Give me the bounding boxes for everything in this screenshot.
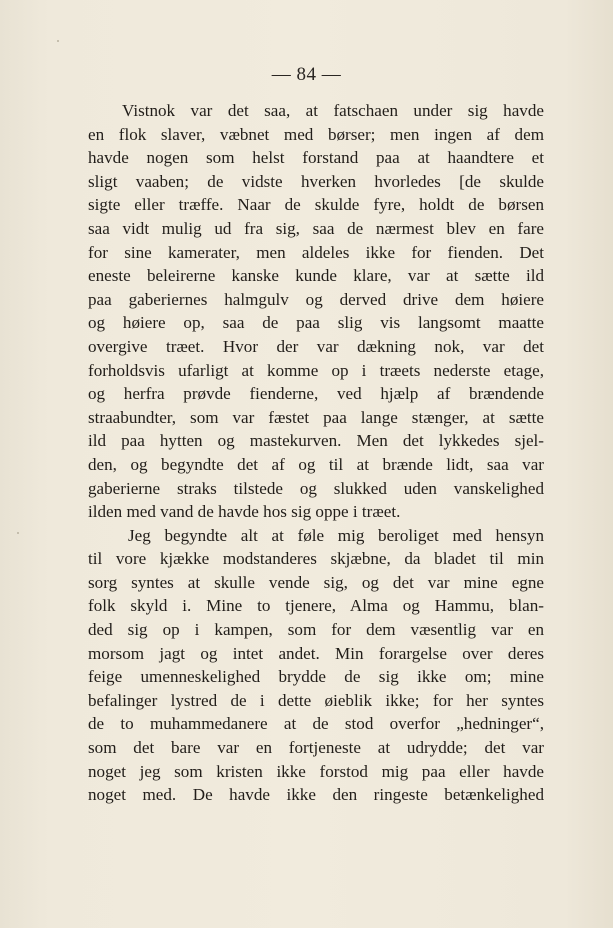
text-line: havde nogen som helst forstand paa at haandtere et xyxy=(88,148,544,168)
text-line: til vore kjække modstanderes skjæbne, da bladet til min xyxy=(88,549,544,569)
text-line: ded sig op i kampen, som for dem væsentlig var en xyxy=(88,620,544,640)
text-line: forholdsvis ufarligt at komme op i træets nederste etage, xyxy=(88,360,544,380)
text-line: eneste beleirerne kanske kunde klare, var at sætte ild xyxy=(88,266,544,286)
text-line: morsom jagt og intet andet. Min forargelse over deres xyxy=(88,643,544,663)
paper-speck xyxy=(57,40,59,42)
paper-speck xyxy=(17,532,19,534)
page-number: — 84 — xyxy=(271,64,342,85)
text-line: de to muhammedanere at de stod overfor „hedninger“, xyxy=(88,714,544,734)
body-text xyxy=(88,99,544,807)
text-line: Vistnok var det saa, at fatschaen under sig havde xyxy=(122,101,544,120)
text-line: som det bare var en fortjeneste at udrydde; det var xyxy=(88,738,544,758)
text-line: og herfra prøvde fienderne, ved hjælp af brændende xyxy=(88,384,544,404)
text-line: sigte eller træffe. Naar de skulde fyre, holdt de børsen xyxy=(88,195,544,215)
text-line: overgive træet. Hvor der var dækning nok, var det xyxy=(88,336,544,356)
text-line: noget med. De havde ikke den ringeste betænkelighed xyxy=(88,785,544,805)
text-line: Jeg begyndte alt at føle mig beroliget med hensyn xyxy=(128,525,544,545)
text-line: ild paa hytten og mastekurven. Men det lykkedes sjel- xyxy=(88,431,544,451)
text-line: for sine kamerater, men aldeles ikke for fienden. Det xyxy=(88,242,544,262)
text-line: sligt vaaben; de vidste hverken hvorledes [de skulde xyxy=(88,171,544,191)
text-line: noget jeg som kristen ikke forstod mig paa eller havde xyxy=(88,761,544,781)
text-line: befalinger lystred de i dette øieblik ikke; for her syntes xyxy=(88,690,544,710)
text-line: folk skyld i. Mine to tjenere, Alma og Hammu, blan- xyxy=(88,596,544,616)
text-line: saa vidt mulig ud fra sig, saa de nærmest blev en fare xyxy=(88,218,544,238)
text-line: en flok slaver, væbnet med børser; men ingen af dem xyxy=(88,124,544,144)
text-line: ilden med vand de havde hos sig oppe i træet. xyxy=(88,502,401,522)
text-line: paa gaberiernes halmgulv og derved drive dem høiere xyxy=(88,289,544,309)
text-line: den, og begyndte det af og til at brænde lidt, saa var xyxy=(88,454,544,474)
text-line: sorg syntes at skulle vende sig, og det var mine egne xyxy=(88,572,544,592)
text-line: feige umenneskelighed brydde de sig ikke om; mine xyxy=(88,667,544,687)
text-line: straabundter, som var fæstet paa lange stænger, at sætte xyxy=(88,407,544,427)
text-line: gaberierne straks tilstede og slukked uden vanskelighed xyxy=(88,478,544,498)
text-line: og høiere op, saa de paa slig vis langsomt maatte xyxy=(88,313,544,333)
